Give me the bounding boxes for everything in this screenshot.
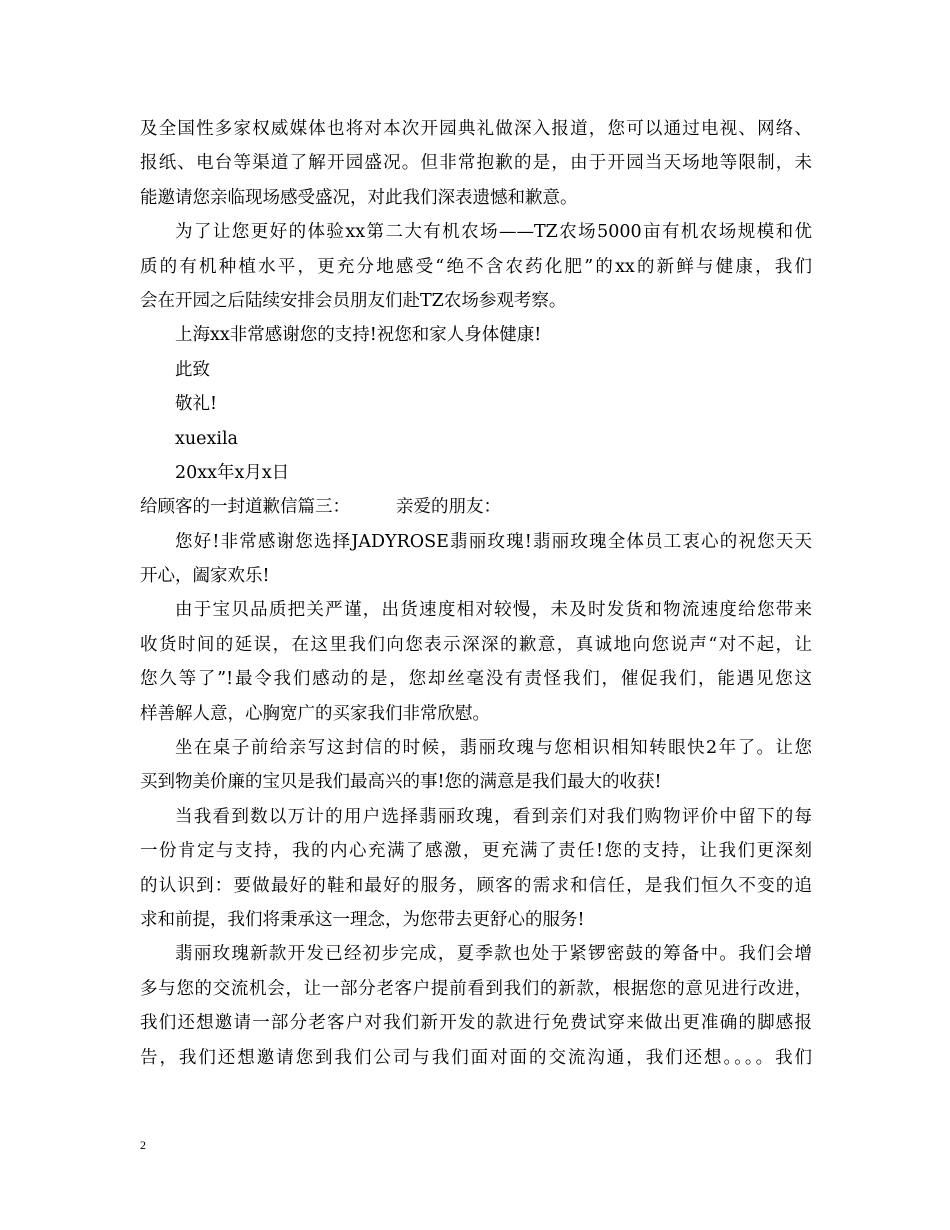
text-line: 求和前提，我们将秉承这一理念，为您带去更舒心的服务! bbox=[140, 909, 585, 930]
greeting: 亲爱的朋友： bbox=[396, 497, 501, 518]
section-heading: 给顾客的一封道歉信篇三： bbox=[140, 497, 350, 518]
paragraph-start-line: 翡丽玫瑰新款开发已经初步完成，夏季款也处于紧锣密鼓的筹备中。我们会增 bbox=[175, 944, 812, 965]
closing-line: 此致 bbox=[175, 359, 210, 380]
salutation-line: 敬礼! bbox=[175, 394, 218, 415]
paragraph-start-line: 您好!非常感谢您选择JADYROSE翡丽玫瑰!翡丽玫瑰全体员工衷心的祝您天天 bbox=[175, 531, 812, 552]
text-line: 能邀请您亲临现场感受盛况，对此我们深表遗憾和歉意。 bbox=[140, 187, 578, 208]
text-line: 及全国性多家权威媒体也将对本次开园典礼做深入报道，您可以通过电视、网络、 bbox=[140, 119, 812, 139]
text-line: 的认识到：要做最好的鞋和最好的服务，顾客的需求和信任，是我们恒久不变的追 bbox=[140, 875, 812, 896]
text-line: 质的有机种植水平，更充分地感受“绝不含农药化肥”的xx的新鲜与健康，我们 bbox=[140, 256, 812, 277]
text-line: 告，我们还想邀请您到我们公司与我们面对面的交流沟通，我们还想。。。。我们 bbox=[140, 1047, 812, 1068]
document-body bbox=[140, 112, 812, 1075]
text-line: 您久等了”!最令我们感动的是，您却丝毫没有责怪我们，催促我们，能遇见您这 bbox=[140, 669, 812, 690]
paragraph-start-line: 由于宝贝品质把关严谨，出货速度相对较慢，未及时发货和物流速度给您带来 bbox=[175, 600, 812, 621]
signature-line: xuexila bbox=[175, 428, 238, 449]
text-line: 开心，阖家欢乐! bbox=[140, 566, 270, 587]
text-line: 收货时间的延误，在这里我们向您表示深深的歉意，真诚地向您说声“对不起，让 bbox=[140, 634, 812, 655]
text-line: 买到物美价廉的宝贝是我们最高兴的事!您的满意是我们最大的收获! bbox=[140, 772, 662, 793]
paragraph-start-line: 为了让您更好的体验xx第二大有机农场——TZ农场5000亩有机农场规模和优 bbox=[175, 222, 812, 243]
text-line: 报纸、电台等渠道了解开园盛况。但非常抱歉的是，由于开园当天场地等限制，未 bbox=[140, 153, 812, 174]
text-line: 一份肯定与支持，我的内心充满了感激，更充满了责任!您的支持，让我们更深刻 bbox=[140, 841, 812, 862]
paragraph-start-line: 坐在桌子前给亲写这封信的时候，翡丽玫瑰与您相识相知转眼快2年了。让您 bbox=[175, 738, 812, 759]
thanks-line: 上海xx非常感谢您的支持!祝您和家人身体健康! bbox=[175, 325, 542, 346]
paragraph-start-line: 当我看到数以万计的用户选择翡丽玫瑰，看到亲们对我们购物评价中留下的每 bbox=[175, 806, 812, 827]
text-line: 我们还想邀请一部分老客户对我们新开发的款进行免费试穿来做出更准确的脚感报 bbox=[140, 1013, 812, 1034]
section-heading-line bbox=[140, 490, 812, 524]
page-number: 2 bbox=[140, 1138, 146, 1152]
text-line: 多与您的交流机会，让一部分老客户提前看到我们的新款，根据您的意见进行改进， bbox=[140, 978, 812, 999]
date-line: 20xx年x月x日 bbox=[175, 462, 290, 483]
text-line: 样善解人意，心胸宽广的买家我们非常欣慰。 bbox=[140, 703, 490, 724]
text-line: 会在开园之后陆续安排会员朋友们赴TZ农场参观考察。 bbox=[140, 290, 567, 311]
